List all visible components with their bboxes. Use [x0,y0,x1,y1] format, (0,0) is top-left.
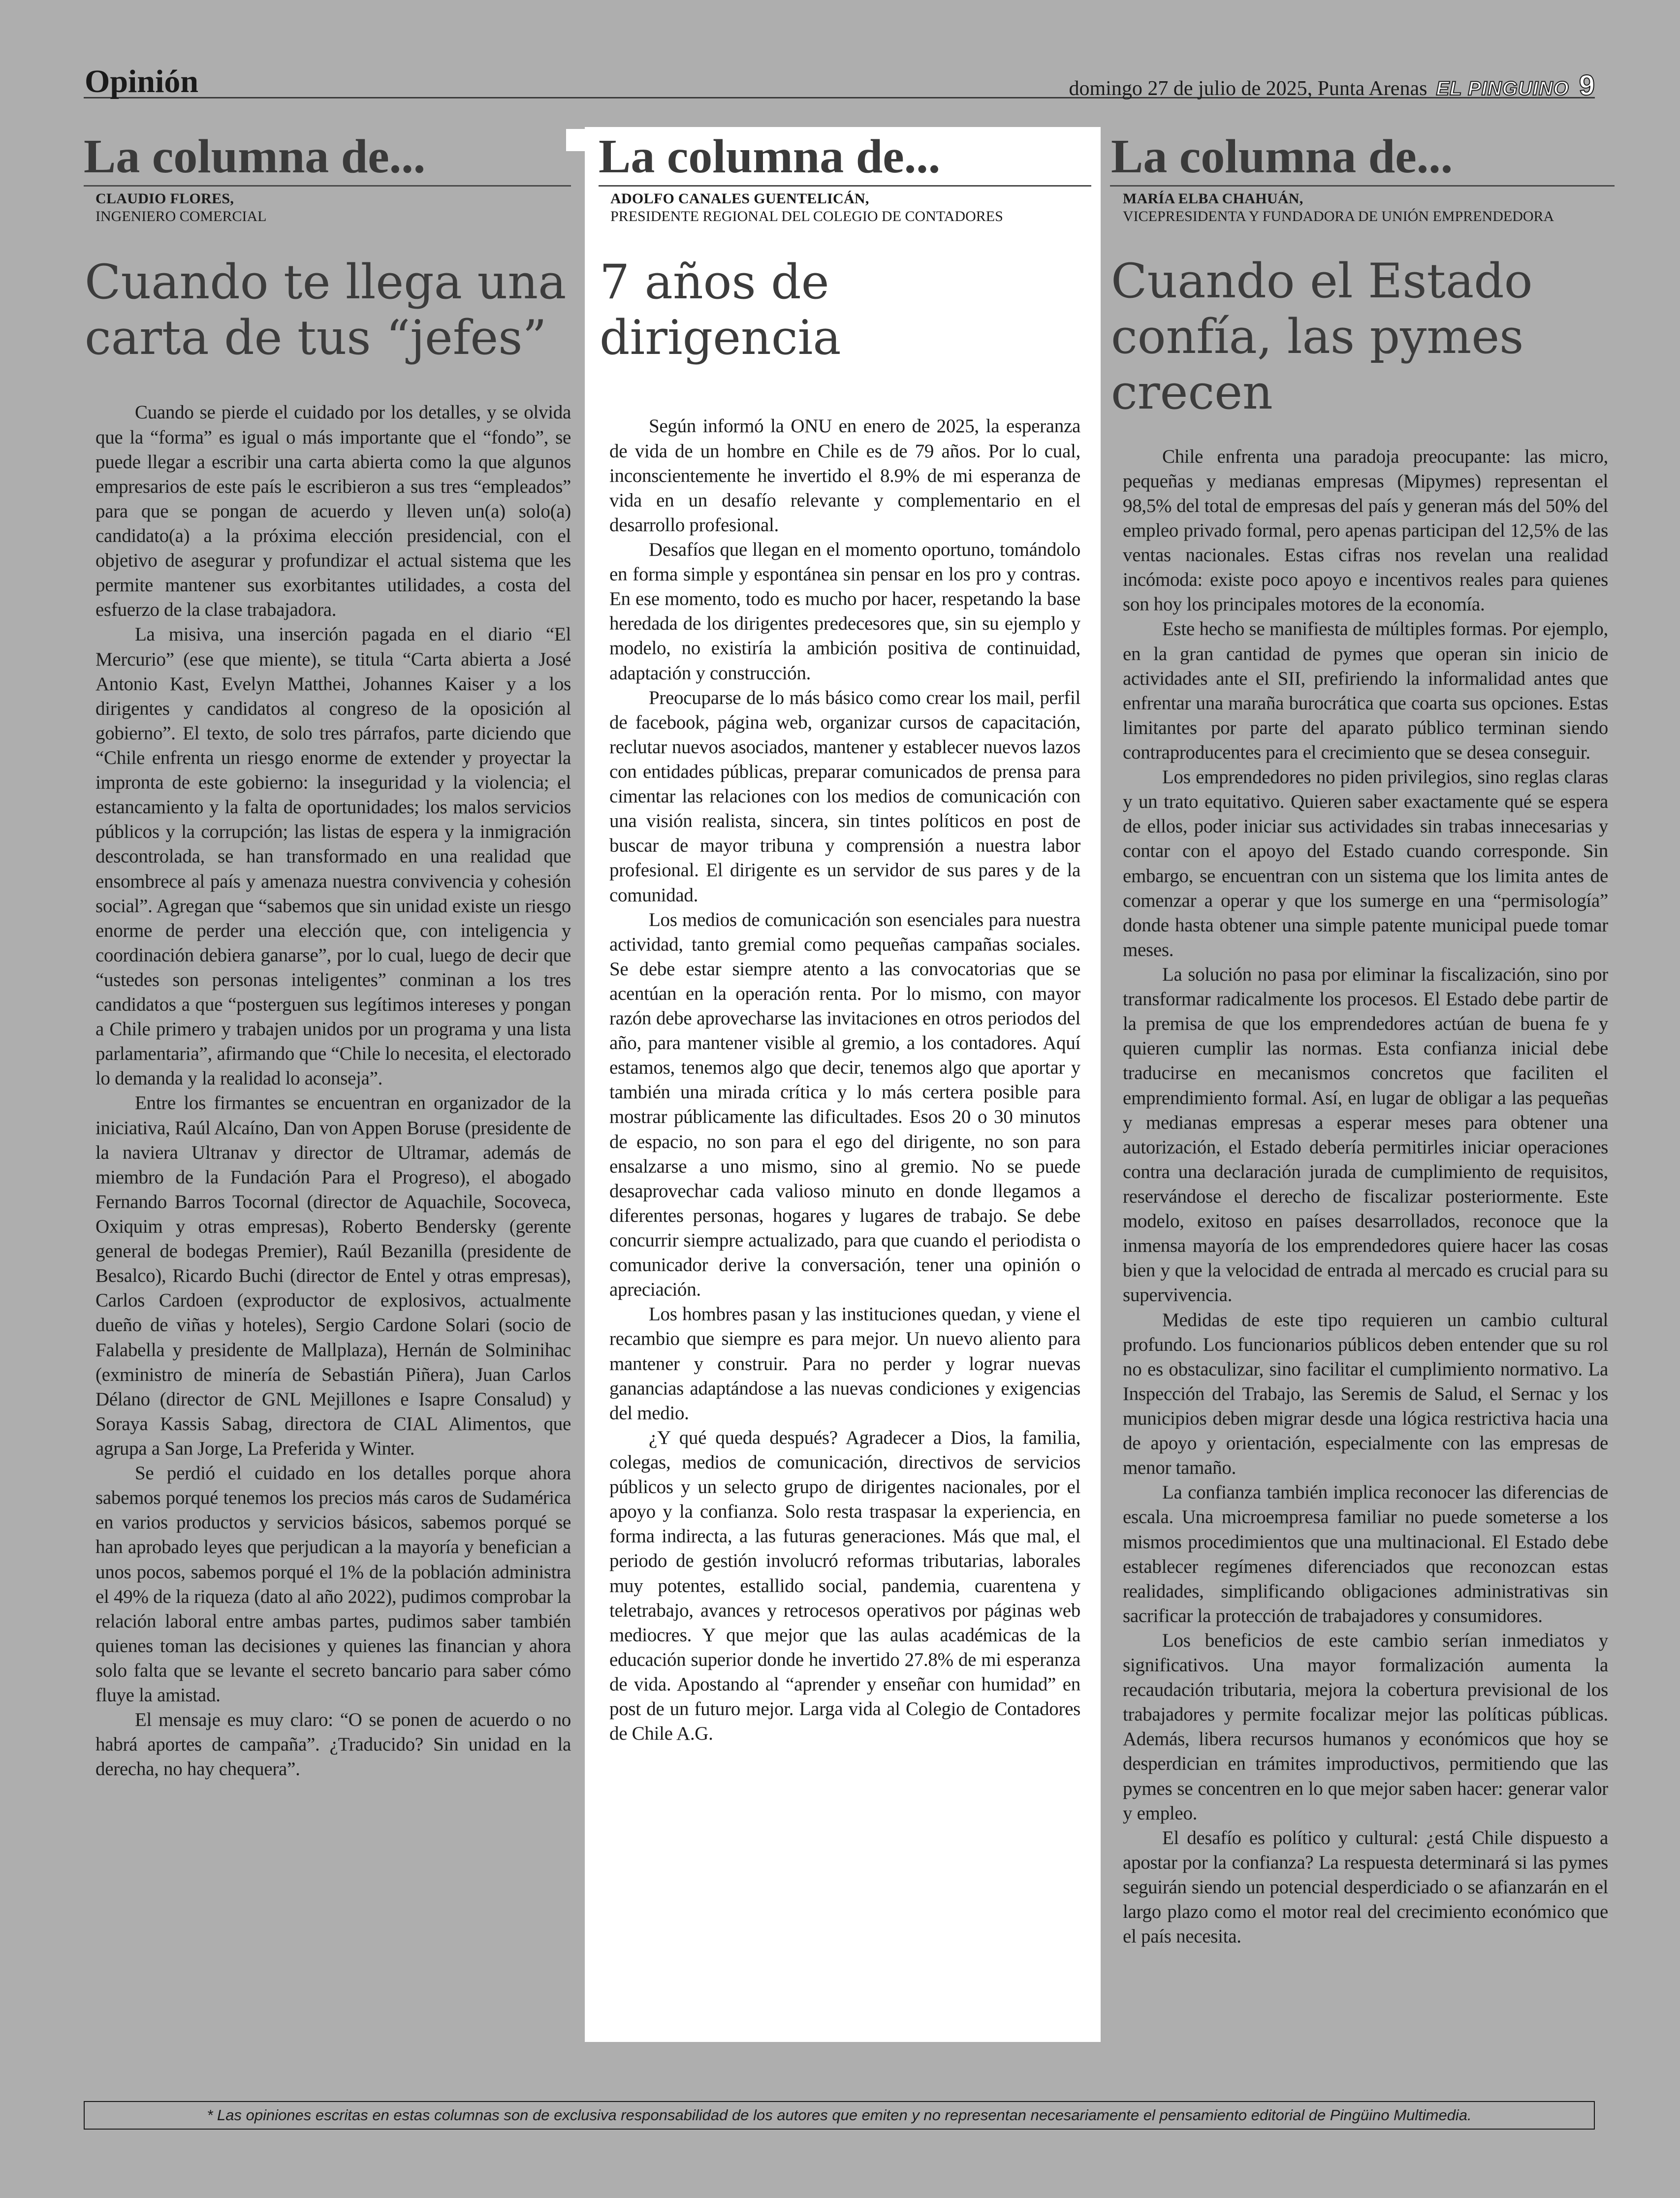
opinion-column-1 [74,121,571,1782]
author-role: INGENIERO COMERCIAL [95,208,267,224]
header-meta [1069,69,1595,102]
opinion-column-2 [586,121,1080,1746]
paragraph: ¿Y qué queda después? Agradecer a Dios, la familia, colegas, medios de comunicación, directivos de servicios públicos y un selecto grupo de dirigentes nacionales, por el apoyo y la confianza. Solo resta traspasar la experiencia, en forma indirecta, a las futuras generaciones. Más que mal, el periodo de gestión involucró reformas tributarias, laborales muy potentes, estallido social, pandemia, cuarentena y teletrabajo, avances y retrocesos operativos por páginas web mediocres. Y que mejor que las aulas académicas de la educación superior donde he invertido 27.8% de mi esperanza de vida. Apostando al “aprender y enseñar con humidad” en post de un futuro mejor. Larga vida al Colegio de Contadores de Chile A.G. [609,1427,1080,1745]
opinion-column-3 [1110,121,1608,1949]
byline-divider [599,185,1091,187]
section-title: Opinión [85,64,199,99]
paragraph: El desafío es político y cultural: ¿está Chile dispuesto a apostar por la confianza? La respuesta determinará si las pymes seguirán siendo un potencial desperdiciado o se afianzarán en el largo plazo como el motor real del crecimiento económico que el país necesita. [1123,1827,1608,1947]
byline-divider [84,185,571,187]
article-body [74,400,571,1782]
paragraph: Desafíos que llegan en el momento oportuno, tomándolo en forma simple y espontánea sin pensar en los pro y contras. En ese momento, todo es mucho por hacer, respetando la base heredada de los dirigentes predecesores que, sin su ejemplo y modelo, no existiría la ambición positiva de continuidad, adaptación y construcción. [609,539,1080,684]
author-name: MARÍA ELBA CHAHUÁN, [1123,190,1303,207]
paragraph: Los hombres pasan y las instituciones quedan, y viene el recambio que siempre es para mejor. Un nuevo aliento para mantener y construir. Para no perder y lograr nuevas ganancias adaptándose a las nuevas condiciones y exigencias del medio. [609,1304,1080,1424]
paragraph: La misiva, una inserción pagada en el diario “El Mercurio” (ese que miente), se titula “Carta abierta a José Antonio Kast, Evelyn Matthei, Johannes Kaiser y a los dirigentes y candidatos al congreso de la oposición al gobierno”. El texto, de solo tres párrafos, parte diciendo que “Chile enfrenta un riesgo enorme de extender y proyectar la impronta de este gobierno: la inseguridad y la violencia; el estancamiento y la falta de oportunidades; los malos servicios públicos y la corrupción; las listas de espera y la inmigración descontrolada, se han transformado en una realidad que ensombrece al país y amenaza nuestra convivencia y cohesión social”. Agregan que “sabemos que sin unidad existe un riesgo enorme de perder una elección que, con inteligencia y coordinación debiera ganarse”, por lo cual, luego de decir que “ustedes son personas inteligentes” conminan a los tres candidatos a que “posterguen sus legítimos intereses y pongan a Chile primero y trabajen unidos por un programa y una lista parlamentaria”, afirmando que “Chile lo necesita, el electorado lo demanda y la realidad lo aconseja”. [95,624,571,1089]
author-role: VICEPRESIDENTA Y FUNDADORA DE UNIÓN EMPRENDEDORA [1123,208,1554,224]
column-kicker: La columna de... [1111,130,1453,183]
date-line: domingo 27 de julio de 2025, Punta Arenas [1069,77,1427,100]
newspaper-logo: EL PINGUINO [1436,78,1569,99]
paragraph: Chile enfrenta una paradoja preocupante: las micro, pequeñas y medianas empresas (Mipymes) representan el 98,5% del total de empresas del país y generan más del 50% del empleo privado formal, pero apenas participan del 12,5% de las ventas nacionales. Estas cifras nos revelan una realidad incómoda: existe poco apoyo e incentivos reales para quienes son hoy los principales motores de la economía. [1123,446,1608,615]
disclaimer-box [84,2101,1595,2130]
column-kicker: La columna de... [84,130,426,183]
article-body [1110,445,1608,1949]
page-number: 9 [1579,69,1595,101]
paragraph: Los emprendedores no piden privilegios, sino reglas claras y un trato equitativo. Quieren saber exactamente qué se espera de ellos, poder iniciar sus actividades sin trabas innecesarias y contar con el apoyo del Estado cuando corresponde. Sin embargo, se encuentran con un sistema que los limita antes de comenzar a operar y que los sumerge en una “permisología” donde hasta obtener una simple patente municipal puede tomar meses. [1123,766,1608,960]
paragraph: Los beneficios de este cambio serían inmediatos y significativos. Una mayor formalización aumenta la recaudación tributaria, mejora la cobertura previsional de los trabajadores y permite focalizar mejor las políticas públicas. Además, libera recursos humanos y económicos que hoy se desperdician en trámites improductivos, permitiendo que las pymes se concentren en lo que mejor saben hacer: generar valor y empleo. [1123,1629,1608,1824]
author-name: ADOLFO CANALES GUENTELICÁN, [610,190,869,207]
paragraph: Medidas de este tipo requieren un cambio cultural profundo. Los funcionarios públicos deben entender que su rol no es obstaculizar, sino facilitar el cumplimiento normativo. La Inspección del Trabajo, las Seremis de Salud, el Sernac y los municipios deben migrar desde una lógica restrictiva hacia una de apoyo y orientación, especialmente con las empresas de menor tamaño. [1123,1309,1608,1479]
disclaimer-text: * Las opiniones escritas en estas columnas son de exclusiva responsabilidad de los autores que emiten y no representan necesariamente el pensamiento editorial de Pingüino Multimedia. [207,2106,1472,2124]
paragraph: Según informó la ONU en enero de 2025, la esperanza de vida de un hombre en Chile es de 79 años. Por lo cual, inconscientemente he invertido el 8.9% de mi esperanza de vida en un desafío relevante y complementario en el desarrollo profesional. [609,415,1080,536]
paragraph: Cuando se pierde el cuidado por los detalles, y se olvida que la “forma” es igual o más importante que el “fondo”, se puede llegar a escribir una carta abierta como la que algunos empresarios de este país le escribieron a sus tres “empleados” para que se pongan de acuerdo y lleven un(a) solo(a) candidato(a) a la próxima elección presidencial, con el objetivo de asegurar y profundizar el actual sistema que les permite mantener sus exorbitantes utilidades, a costa del esfuerzo de la clase trabajadora. [95,402,571,621]
paragraph: La confianza también implica reconocer las diferencias de escala. Una microempresa familiar no puede someterse a los mismos procedimientos que una multinacional. El Estado debe establecer regímenes diferenciados que reconozcan estas realidades, simplificando obligaciones administrativas sin sacrificar la protección de trabajadores y consumidores. [1123,1482,1608,1626]
author-role: PRESIDENTE REGIONAL DEL COLEGIO DE CONTADORES [610,208,1003,224]
byline-divider [1110,185,1615,187]
author-name: CLAUDIO FLORES, [95,190,234,207]
paragraph: Preocuparse de lo más básico como crear los mail, perfil de facebook, página web, organizar cursos de capacitación, reclutar nuevos asociados, mantener y establecer nuevos lazos con entidades públicas, preparar comunicados de prensa para cimentar las relaciones con los medios de comunicación con una visión realista, sincera, sin tintes políticos en post de buscar de mayor tribuna y comprensión a nuestra labor profesional. El dirigente es un servidor de sus pares y de la comunidad. [609,687,1080,906]
article-body [586,414,1080,1746]
paragraph: El mensaje es muy claro: “O se ponen de acuerdo o no habrá aportes de campaña”. ¿Traducido? Sin unidad en la derecha, no hay chequera”. [95,1709,571,1780]
article-headline: Cuando el Estado confía, las pymes crecen [1111,253,1533,420]
article-headline: Cuando te llega una carta de tus “jefes” [85,254,567,366]
paragraph: Se perdió el cuidado en los detalles porque ahora sabemos porqué tenemos los precios más caros de Sudamérica en varios productos y servicios básicos, sabemos porqué se han aprobado leyes que perjudican a la mayoría y benefician a unos pocos, sabemos porqué el 1% de la población administra el 49% de la riqueza (dato al año 2022), pudimos comprobar la relación laboral entre ambas partes, pudimos saber también quienes toman las decisiones y quienes las financian y ahora solo falta que se levante el secreto bancario para saber cómo fluye la amistad. [95,1463,571,1706]
column-kicker: La columna de... [599,130,941,183]
paragraph: Este hecho se manifiesta de múltiples formas. Por ejemplo, en la gran cantidad de pymes que operan sin inicio de actividades ante el SII, prefiriendo la informalidad antes que enfrentar una maraña burocrática que coarta sus opciones. Estas limitantes por parte del aparato público terminan siendo contraproducentes para el crecimiento que se desea conseguir. [1123,618,1608,763]
page-header [84,59,1595,101]
paragraph: Entre los firmantes se encuentran en organizador de la iniciativa, Raúl Alcaíno, Dan von Appen Boruse (presidente de la naviera Ultranav y director de Ultramar, además de miembro de la Fundación Para el Progreso), el abogado Fernando Barros Tocornal (director de Aquachile, Socoveca, Oxiquim y otras empresas), Roberto Bendersky (gerente general de bodegas Premier), Raúl Bezanilla (presidente de Besalco), Ricardo Buchi (director de Entel y otras empresas), Carlos Cardoen (exproductor de explosivos, actualmente dueño de viñas y hoteles), Sergio Cardone Solari (socio de Falabella y presidente de Mallplaza), Hernán de Solminihac (exministro de minería de Sebastián Piñera), Juan Carlos Délano (director de GNL Mejillones e Isapre Consalud) y Soraya Kassis Sabag, directora de CIAL Alimentos, que agrupa a San Jorge, La Preferida y Winter. [95,1092,571,1460]
paragraph: La solución no pasa por eliminar la fiscalización, sino por transformar radicalmente los procesos. El Estado debe partir de la premisa de que los emprendedores actúan de buena fe y quieren cumplir las normas. Esta confianza inicial debe traducirse en mecanismos concretos que faciliten el emprendimiento formal. Así, en lugar de obligar a las pequeñas y medianas empresas a esperar meses para obtener una autorización, el Estado debería permitirles iniciar operaciones contra una declaración jurada de cumplimiento de requisitos, reservándose el derecho de fiscalizar posteriormente. Este modelo, exitoso en países desarrollados, reconoce que la inmensa mayoría de los emprendedores quiere hacer las cosas bien y que la velocidad de entrada al mercado es crucial para su supervivencia. [1123,963,1608,1306]
article-headline: 7 años de dirigencia [600,254,841,366]
paragraph: Los medios de comunicación son esenciales para nuestra actividad, tanto gremial como pequeñas campañas sociales. Se debe estar siempre atento a las convocatorias que se acentúan en la operación renta. Por lo mismo, con mayor razón debe aprovecharse las invitaciones en otros periodos del año, para mantener visible al gremio, a los contadores. Aquí estamos, tenemos algo que decir, tenemos algo que aportar y también una mirada crítica y lo más certera posible para mostrar públicamente las dificultades. Esos 20 o 30 minutos de espacio, no son para el ego del dirigente, no son para ensalzarse a uno mismo, sino al gremio. No se puede desaprovechar cada valioso minuto en donde llegamos a diferentes personas, hogares y lugares de trabajo. Se debe concurrir siempre actualizado, para que cuando el periodista o comunicador derive la conversación, tener una opinión o apreciación. [609,909,1080,1301]
